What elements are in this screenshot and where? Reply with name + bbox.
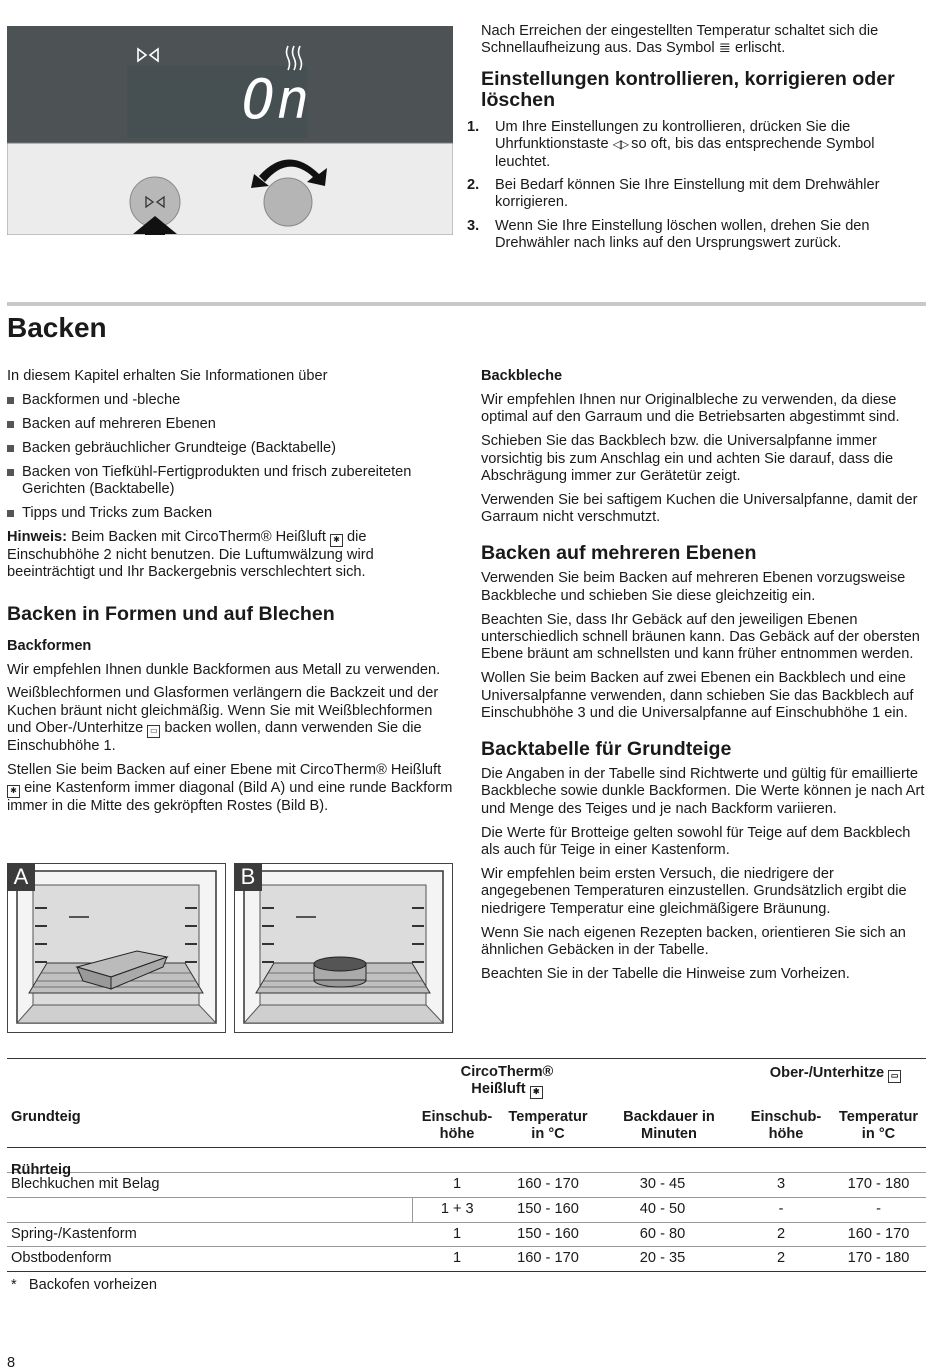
ebenen-heading: Backen auf mehreren Ebenen (481, 541, 757, 564)
top-bottom-heat-icon: ▭ (888, 1070, 901, 1083)
rapid-heat-intro: Nach Erreichen der eingestellten Temperatur schaltet sich die Schnellaufheizung aus. Das Symbol ≣ erlischt. (481, 23, 879, 57)
chapter-intro: In diesem Kapitel erhalten Sie Informationen über (7, 368, 328, 384)
section-heading: Backen in Formen und auf Blechen (7, 602, 335, 625)
springform-pan (314, 957, 366, 971)
paragraph: Beachten Sie in der Tabelle die Hinweise zum Vorheizen. (481, 966, 850, 983)
list-item: Backen gebräuchlicher Grundteige (Backtabelle) (7, 440, 453, 457)
paragraph: Wenn Sie nach eigenen Rezepten backen, orientieren Sie sich an ähnlichen Gebäcken in der Tabelle. (481, 924, 906, 959)
paragraph: Weißblechformen und Glasformen verlängern die Backzeit und der Kuchen bräunt nicht gleichmäßig. Wenn Sie mit Weißblechformen und Ober-/Unterhitze ▭ backen wollen, dann verwenden Sie die Einschubhöhe 1. (7, 685, 439, 755)
header-temp-2: Temperatur in °C (838, 1109, 919, 1143)
header-einschub-1: Einschub- höhe (421, 1109, 493, 1143)
step-3: 3. Wenn Sie Ihre Einstellung löschen wollen, drehen Sie den Drehwähler nach links auf den Ursprungswert zurück. (467, 217, 870, 252)
table-footnote: * Backofen vorheizen (11, 1276, 158, 1293)
paragraph: Wir empfehlen Ihnen nur Originalbleche zu verwenden, da diese optimal auf den Garraum und die Betriebsarten abgestimmt sind. (481, 391, 900, 426)
paragraph: Beachten Sie, dass Ihr Gebäck auf den jeweiligen Ebenen unterschiedlich schnell bräunen kann. Das Gebäck auf der obersten Ebene bräunt am schnellsten und kann früher entnommen werden. (481, 611, 920, 663)
paragraph: Stellen Sie beim Backen auf einer Ebene mit CircoTherm® Heißluft ✱ eine Kastenform immer diagonal (Bild A) und eine runde Backform immer in die Mitte des gekröpften Rostes (Bild B). (7, 762, 453, 814)
display-text: On (242, 68, 312, 131)
figure-b (234, 863, 453, 1033)
list-item: Backen auf mehreren Ebenen (7, 416, 453, 433)
table-row: Blechkuchen mit Belag 1 160 - 170 30 - 45 3 170 - 180 (7, 1173, 926, 1198)
header-einschub-2: Einschub- höhe (750, 1109, 822, 1143)
circotherm-icon: ✱ (7, 785, 20, 798)
backbleche-heading: Backbleche (481, 368, 563, 384)
paragraph: Wollen Sie beim Backen auf zwei Ebenen ein Backblech und eine Universalpfanne verwenden, dann schieben Sie das Backblech auf Einschubhöhe 3 und die Universalpfanne auf Einschubhöhe 1 ein. (481, 670, 914, 722)
tabelle-heading: Backtabelle für Grundteige (481, 737, 732, 760)
top-bottom-heat-icon: ▭ (147, 725, 160, 738)
list-item: Backen von Tiefkühl-Fertigprodukten und frisch zubereiteten Gerichten (Backtabelle) (7, 464, 453, 499)
clock-function-icon: ◁▷ (612, 137, 628, 152)
paragraph: Verwenden Sie bei saftigem Kuchen die Universalpfanne, damit der Garraum nicht verschmutzt. (481, 491, 918, 526)
group-ober-unterhitze: Ober-/Unterhitze ▭ (745, 1065, 926, 1083)
chapter-divider (7, 302, 926, 306)
header-dauer: Backdauer in Minuten (623, 1109, 715, 1143)
group-circotherm: CircoTherm® Heißluft ✱ (460, 1064, 554, 1098)
paragraph: Schieben Sie das Backblech bzw. die Universalpfanne immer vorsichtig bis zum Anschlag ein und achten Sie darauf, dass die Abschrägung immer zur Gerätetür zeigt. (481, 433, 894, 485)
page-number: 8 (7, 1355, 16, 1371)
table-row: Obstbodenform 1 160 - 170 20 - 35 2 170 - 180 (7, 1247, 926, 1272)
figure-label: A (7, 863, 35, 891)
paragraph: Wir empfehlen beim ersten Versuch, die niedrigere der angegebenen Temperaturen einzustellen. Grundsätzlich ergibt die niedrigere Temperatur eine gleichmäßigere Bräunung. (481, 866, 907, 917)
table-row: 1 + 3 150 - 160 40 - 50 - - (7, 1198, 926, 1223)
circotherm-icon: ✱ (330, 534, 343, 547)
paragraph: Die Angaben in der Tabelle sind Richtwerte und gültig für emaillierte Backbleche sowie dunkle Backformen. Die Werte können je nach Art und Menge des Teiges und je nach Backform variieren. (481, 766, 925, 817)
settings-heading: Einstellungen kontrollieren, korrigieren oder löschen (481, 67, 895, 111)
step-2: 2. Bei Bedarf können Sie Ihre Einstellung mit dem Drehwähler korrigieren. (467, 177, 880, 211)
figure-a (7, 863, 226, 1033)
paragraph: Wir empfehlen Ihnen dunkle Backformen aus Metall zu verwenden. (7, 661, 441, 678)
header-grundteig: Grundteig (11, 1109, 81, 1125)
chapter-title: Backen (7, 312, 107, 343)
step-1: 1. Um Ihre Einstellungen zu kontrollieren, drücken Sie die Uhrfunktionstaste ◁▷ so oft, bis das entsprechende Symbol leuchtet. (467, 118, 875, 170)
baking-table (7, 1058, 926, 1294)
table-section: Rührteig (11, 1162, 71, 1178)
figure-label: B (234, 863, 262, 891)
backformen-heading: Backformen (7, 637, 92, 654)
header-temp-1: Temperatur in °C (508, 1109, 588, 1143)
paragraph: Die Werte für Brotteige gelten sowohl für Teige auf dem Backblech als auch für Teige in einer Kastenform. (481, 824, 911, 859)
control-panel-illustration (7, 26, 453, 235)
list-item: Backformen und -bleche (7, 392, 453, 409)
list-item: Tipps und Tricks zum Backen (7, 505, 453, 522)
circotherm-icon: ✱ (530, 1086, 543, 1099)
hint-paragraph: Hinweis: Beim Backen mit CircoTherm® Heißluft ✱ die Einschubhöhe 2 nicht benutzen. Die Luftumwälzung wird beeinträchtigt und Ihr Backergebnis verschlechtert sich. (7, 528, 374, 581)
paragraph: Verwenden Sie beim Backen auf mehreren Ebenen vorzugsweise Backbleche und schieben Sie diese gleichzeitig ein. (481, 570, 906, 604)
table-row: Spring-/Kastenform 1 150 - 160 60 - 80 2 160 - 170 (7, 1222, 926, 1247)
